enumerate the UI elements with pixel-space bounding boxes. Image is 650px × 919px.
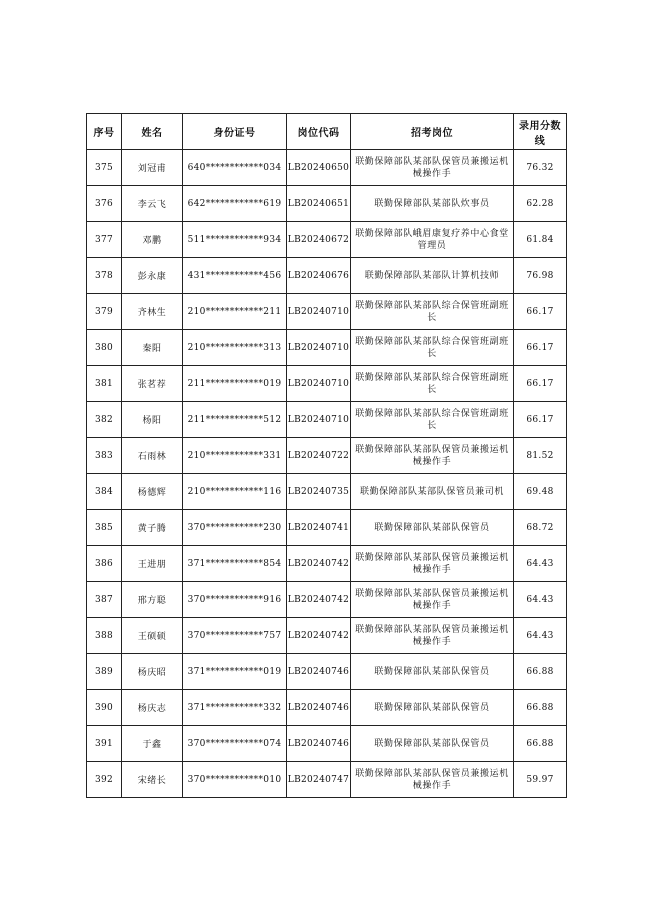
cell-post-code: LB20240742 (287, 618, 351, 654)
cell-post: 联勤保障部队某部队综合保管班副班长 (351, 402, 514, 438)
cell-id-number: 511************934 (183, 222, 287, 258)
cell-score: 66.17 (514, 402, 567, 438)
cell-id-number: 370************074 (183, 726, 287, 762)
cell-score: 69.48 (514, 474, 567, 510)
cell-name: 刘冠甫 (122, 150, 183, 186)
table-row (87, 222, 567, 258)
cell-post-code: LB20240710 (287, 294, 351, 330)
table-row (87, 186, 567, 222)
cell-id-number: 640************034 (183, 150, 287, 186)
table-row (87, 258, 567, 294)
cell-id-number: 210************313 (183, 330, 287, 366)
cell-post-code: LB20240710 (287, 402, 351, 438)
header-post-code: 岗位代码 (287, 114, 351, 150)
cell-seq: 383 (87, 438, 122, 474)
table-row (87, 510, 567, 546)
cell-seq: 375 (87, 150, 122, 186)
cell-seq: 382 (87, 402, 122, 438)
table-row (87, 762, 567, 798)
cell-name: 杨庆昭 (122, 654, 183, 690)
cell-seq: 391 (87, 726, 122, 762)
cell-name: 李云飞 (122, 186, 183, 222)
cell-name: 杨庆志 (122, 690, 183, 726)
cell-score: 64.43 (514, 582, 567, 618)
header-seq: 序号 (87, 114, 122, 150)
cell-name: 王硕硕 (122, 618, 183, 654)
cell-post-code: LB20240742 (287, 582, 351, 618)
table-row (87, 294, 567, 330)
cell-name: 张茗荐 (122, 366, 183, 402)
cell-post-code: LB20240651 (287, 186, 351, 222)
cell-seq: 378 (87, 258, 122, 294)
cell-post: 联勤保障部队某部队保管员 (351, 690, 514, 726)
cell-id-number: 371************854 (183, 546, 287, 582)
cell-name: 邓鹏 (122, 222, 183, 258)
cell-post: 联勤保障部队峨眉康复疗养中心食堂管理员 (351, 222, 514, 258)
cell-post-code: LB20240722 (287, 438, 351, 474)
cell-id-number: 371************019 (183, 654, 287, 690)
cell-score: 66.88 (514, 726, 567, 762)
cell-name: 杨阳 (122, 402, 183, 438)
cell-post: 联勤保障部队某部队综合保管班副班长 (351, 330, 514, 366)
table-row (87, 474, 567, 510)
cell-name: 宋绪长 (122, 762, 183, 798)
cell-score: 68.72 (514, 510, 567, 546)
cell-post-code: LB20240710 (287, 366, 351, 402)
table-row (87, 582, 567, 618)
cell-post: 联勤保障部队某部队炊事员 (351, 186, 514, 222)
cell-seq: 388 (87, 618, 122, 654)
cell-name: 石雨林 (122, 438, 183, 474)
cell-post-code: LB20240741 (287, 510, 351, 546)
cell-id-number: 642************619 (183, 186, 287, 222)
cell-post-code: LB20240746 (287, 690, 351, 726)
table-header-row (87, 114, 567, 150)
cell-post: 联勤保障部队某部队保管员兼搬运机械操作手 (351, 150, 514, 186)
cell-post: 联勤保障部队某部队综合保管班副班长 (351, 294, 514, 330)
cell-score: 66.17 (514, 366, 567, 402)
cell-name: 秦阳 (122, 330, 183, 366)
cell-id-number: 371************332 (183, 690, 287, 726)
table-row (87, 150, 567, 186)
cell-seq: 376 (87, 186, 122, 222)
cell-score: 62.28 (514, 186, 567, 222)
cell-name: 杨德辉 (122, 474, 183, 510)
cell-post-code: LB20240747 (287, 762, 351, 798)
table-row (87, 546, 567, 582)
table-row (87, 438, 567, 474)
table-row (87, 690, 567, 726)
cell-name: 彭永康 (122, 258, 183, 294)
table-row (87, 618, 567, 654)
cell-post: 联勤保障部队某部队保管员兼搬运机械操作手 (351, 546, 514, 582)
cell-post-code: LB20240672 (287, 222, 351, 258)
cell-seq: 377 (87, 222, 122, 258)
cell-post-code: LB20240735 (287, 474, 351, 510)
cell-score: 64.43 (514, 618, 567, 654)
cell-name: 黄子腾 (122, 510, 183, 546)
cell-name: 王进朋 (122, 546, 183, 582)
cell-seq: 392 (87, 762, 122, 798)
cell-name: 齐林生 (122, 294, 183, 330)
cell-post-code: LB20240676 (287, 258, 351, 294)
table-row (87, 330, 567, 366)
table-row (87, 726, 567, 762)
cell-seq: 380 (87, 330, 122, 366)
cell-seq: 381 (87, 366, 122, 402)
cell-id-number: 210************211 (183, 294, 287, 330)
cell-id-number: 210************116 (183, 474, 287, 510)
header-post: 招考岗位 (351, 114, 514, 150)
cell-post: 联勤保障部队某部队保管员兼搬运机械操作手 (351, 618, 514, 654)
cell-seq: 390 (87, 690, 122, 726)
cell-id-number: 211************019 (183, 366, 287, 402)
cell-name: 邢方聪 (122, 582, 183, 618)
cell-seq: 386 (87, 546, 122, 582)
cell-post: 联勤保障部队某部队计算机技师 (351, 258, 514, 294)
cell-seq: 387 (87, 582, 122, 618)
cell-post-code: LB20240742 (287, 546, 351, 582)
cell-post-code: LB20240746 (287, 654, 351, 690)
cell-score: 66.88 (514, 690, 567, 726)
cell-seq: 384 (87, 474, 122, 510)
cell-post: 联勤保障部队某部队保管员兼搬运机械操作手 (351, 762, 514, 798)
cell-post-code: LB20240650 (287, 150, 351, 186)
table-row (87, 366, 567, 402)
cell-score: 66.17 (514, 330, 567, 366)
cell-id-number: 370************230 (183, 510, 287, 546)
cell-post: 联勤保障部队某部队保管员兼司机 (351, 474, 514, 510)
cell-score: 81.52 (514, 438, 567, 474)
header-name: 姓名 (122, 114, 183, 150)
cell-post-code: LB20240746 (287, 726, 351, 762)
cell-seq: 385 (87, 510, 122, 546)
cell-post: 联勤保障部队某部队保管员兼搬运机械操作手 (351, 582, 514, 618)
header-id-number: 身份证号 (183, 114, 287, 150)
cell-seq: 389 (87, 654, 122, 690)
table-row (87, 402, 567, 438)
cell-id-number: 370************010 (183, 762, 287, 798)
cell-name: 于鑫 (122, 726, 183, 762)
cell-post: 联勤保障部队某部队保管员 (351, 726, 514, 762)
cell-score: 66.88 (514, 654, 567, 690)
table-row (87, 654, 567, 690)
cell-score: 64.43 (514, 546, 567, 582)
cell-score: 76.98 (514, 258, 567, 294)
cell-id-number: 210************331 (183, 438, 287, 474)
cell-post: 联勤保障部队某部队保管员兼搬运机械操作手 (351, 438, 514, 474)
cell-score: 66.17 (514, 294, 567, 330)
cell-post: 联勤保障部队某部队综合保管班副班长 (351, 366, 514, 402)
cell-score: 59.97 (514, 762, 567, 798)
cell-seq: 379 (87, 294, 122, 330)
header-score: 录用分数线 (514, 114, 567, 150)
cell-id-number: 431************456 (183, 258, 287, 294)
admission-score-table (86, 113, 567, 798)
cell-post: 联勤保障部队某部队保管员 (351, 510, 514, 546)
cell-id-number: 211************512 (183, 402, 287, 438)
cell-id-number: 370************916 (183, 582, 287, 618)
cell-score: 61.84 (514, 222, 567, 258)
cell-post: 联勤保障部队某部队保管员 (351, 654, 514, 690)
cell-score: 76.32 (514, 150, 567, 186)
cell-id-number: 370************757 (183, 618, 287, 654)
cell-post-code: LB20240710 (287, 330, 351, 366)
